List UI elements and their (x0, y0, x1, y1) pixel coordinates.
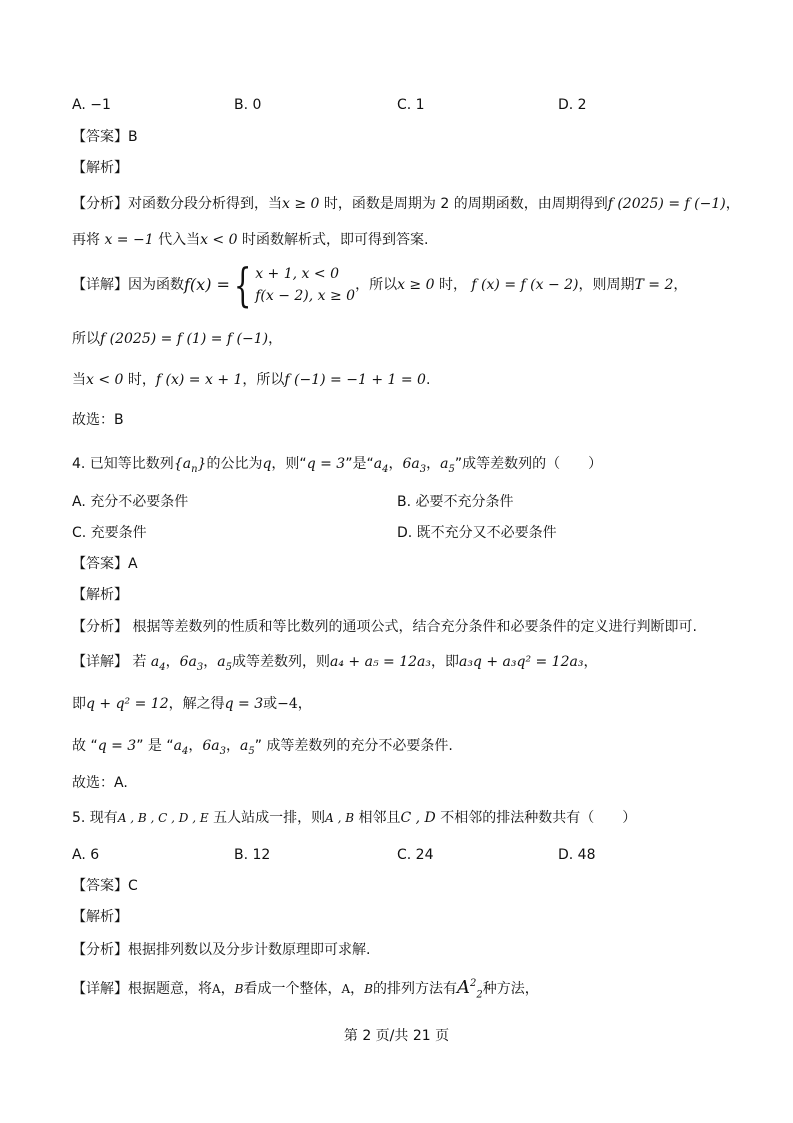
q3-option-a: A. −1 (72, 97, 111, 113)
q3-jiexi-label: 【解析】 (72, 160, 128, 176)
q5-option-d: D. 48 (558, 847, 596, 863)
q4-answer: 【答案】A (72, 556, 138, 572)
q4-fenxi: 【分析】 根据等差数列的性质和等比数列的通项公式，结合充分条件和必要条件的定义进行判断即可. (72, 619, 697, 635)
q5-option-c: C. 24 (397, 847, 434, 863)
q3-fenxi-line2: 再将 x = −1 代入当x < 0 时函数解析式，即可得到答案. (72, 232, 429, 248)
q3-answer: 【答案】B (72, 129, 138, 145)
q3-xiangjie-line: 【详解】因为函数f(x) ={ x + 1, x < 0 f(x − 2), x ≥ 0 ，所以x ≥ 0 时， f (x) = f (x − 2)，则周期T = 2， (72, 258, 688, 312)
q4-ji-line: 即q + q² = 12，解之得q = 3或−4， (72, 696, 312, 712)
q4-option-d: D. 既不充分又不必要条件 (397, 525, 557, 541)
q4-jiexi-label: 【解析】 (72, 587, 128, 603)
q3-dang-line: 当x < 0 时，f (x) = x + 1，所以f (−1) = −1 + 1 = 0. (72, 372, 431, 388)
piecewise-cases: x + 1, x < 0 f(x − 2), x ≥ 0 (255, 266, 356, 304)
q3-suoyi-line: 所以f (2025) = f (1) = f (−1)， (72, 331, 283, 347)
q5-jiexi-label: 【解析】 (72, 909, 128, 925)
q5-fenxi: 【分析】根据排列数以及分步计数原理即可求解. (72, 942, 371, 958)
brace-symbol: { (233, 258, 252, 312)
q3-fenxi-line1: 【分析】对函数分段分析得到，当x ≥ 0 时，函数是周期为 2 的周期函数，由周期得到f (2025) = f (−1)， (72, 196, 740, 212)
q4-xiangjie: 【详解】 若 $a_4$，$6a_3$，$a_5$成等差数列，则a₄ + a₅ = 12a₃，即a₃q + a₃q² = 12a₃， (72, 654, 598, 673)
q4-option-c: C. 充要条件 (72, 525, 147, 541)
q3-guxuan: 故选：B (72, 412, 124, 428)
q5-answer: 【答案】C (72, 878, 138, 894)
q3-option-c: C. 1 (397, 97, 425, 113)
q3-option-d: D. 2 (558, 97, 587, 113)
q4-gu-line: 故 “q = 3” 是 “$a_4$，$6a_3$，$a_5$” 成等差数列的充分不必要条件. (72, 738, 453, 757)
q5-option-b: B. 12 (234, 847, 271, 863)
page-footer: 第 2 页/共 21 页 (343, 1028, 450, 1044)
q3-option-b: B. 0 (234, 97, 262, 113)
q5-option-a: A. 6 (72, 847, 100, 863)
q4-option-a: A. 充分不必要条件 (72, 494, 189, 510)
q5-stem: 5. 现有A , B , C , D , E 五人站成一排，则A , B 相邻且C , D 不相邻的排法种数共有（ ） (72, 810, 637, 826)
q4-option-b: B. 必要不充分条件 (397, 494, 514, 510)
q5-xiangjie: 【详解】根据题意，将A，B看成一个整体，A，B的排列方法有$A^2_2$种方法， (72, 977, 539, 1001)
q4-guxuan: 故选：A. (72, 775, 128, 791)
q4-stem: 4. 已知等比数列$\{a_n\}$的公比为q，则“q = 3”是“$a_4$，$6a_3$，$a_5$”成等差数列的（ ） (72, 456, 603, 475)
